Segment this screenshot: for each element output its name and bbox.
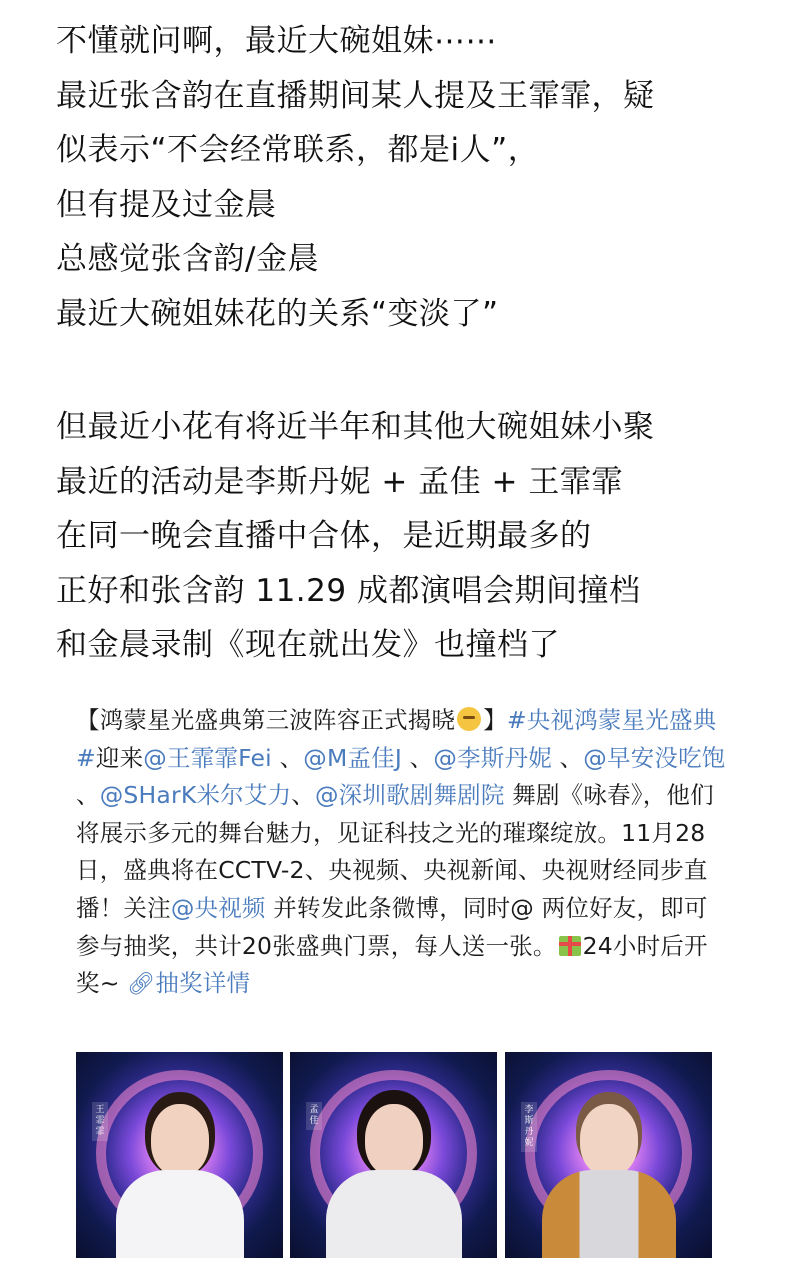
quote-text: 迎来 (95, 743, 144, 772)
separator: 、 (271, 743, 304, 772)
quote-text: 舞剧《咏春》，他们将展示多元的舞台魅力，见证科技之光的璀璨绽放。11月28日，盛典将在CCTV-2、央视频、央视新闻、央视财经同步直播！关注 (76, 781, 714, 922)
quote-headline: 【鸿蒙星光盛典第三波阵容正式揭晓 (76, 706, 456, 734)
post-line: 最近张含韵在直播期间某人提及王霏霏，疑 (56, 77, 655, 114)
post-line: 在同一晚会直播中合体，是近期最多的 (56, 518, 592, 554)
mention-link[interactable]: @央视频 (170, 893, 266, 922)
separator: 、 (291, 781, 315, 810)
post-line: 但最近小花有将近半年和其他大碗姐妹小聚 (56, 409, 655, 445)
hashtag-link[interactable]: #央视鸿蒙星光盛典# (76, 706, 717, 772)
person-torso (326, 1170, 462, 1258)
person-head (151, 1104, 209, 1176)
photo-name-label: 孟佳 (306, 1102, 322, 1130)
photo-name-label: 王霏霏 (92, 1102, 108, 1141)
mention-link[interactable]: @SHarK米尔艾力 (99, 781, 292, 810)
person-head (580, 1104, 638, 1176)
post-line: 和金晨录制《现在就出发》也撞档了 (56, 627, 560, 663)
quoted-weibo (76, 702, 728, 1004)
post-line: 似表示“不会经常联系，都是i人”， (56, 132, 540, 168)
gift-icon (559, 936, 581, 956)
photo-thumbnail[interactable] (505, 1052, 712, 1258)
photo-grid (76, 1052, 712, 1258)
post-line: 最近的活动是李斯丹妮 + 孟佳 + 王霏霏 (56, 463, 623, 500)
mention-link[interactable]: @M孟佳J (303, 743, 403, 772)
mention-link[interactable]: @李斯丹妮 (433, 743, 552, 772)
photo-name-label: 李斯丹妮 (521, 1102, 537, 1152)
photo-thumbnail[interactable] (76, 1052, 283, 1258)
photo-thumbnail[interactable] (290, 1052, 497, 1258)
separator: 、 (402, 743, 434, 772)
post-line: 总感觉张含韵/金晨 (56, 241, 319, 277)
post-line: 最近大碗姐妹花的关系“变淡了” (56, 295, 499, 332)
person-torso (542, 1170, 676, 1258)
quote-headline-end: 】 (483, 706, 507, 734)
quote-text: 24小时后开奖~ (76, 931, 708, 998)
sweat-emoji-icon (457, 707, 481, 731)
separator: 、 (76, 781, 100, 810)
separator: 、 (551, 743, 584, 772)
paragraph-gap (56, 341, 776, 400)
lottery-detail-link[interactable]: 抽奖详情 (155, 969, 251, 998)
post-text (56, 14, 776, 673)
mention-link[interactable]: @王霏霏Fei (143, 743, 272, 772)
link-icon: 🔗︎ (127, 972, 156, 998)
mention-link[interactable]: @深圳歌剧舞剧院 (314, 781, 505, 810)
post-line: 正好和张含韵 11.29 成都演唱会期间撞档 (56, 572, 641, 609)
quote-text: 并转发此条微博，同时@ 两位好友，即可参与抽奖，共计20张盛典门票，每人送一张。 (76, 893, 708, 960)
post-line: 不懂就问啊，最近大碗姐妹⋯⋯ (56, 23, 497, 59)
person-torso (116, 1170, 244, 1258)
mention-link[interactable]: @早安没吃饱 (583, 743, 726, 772)
person-head (365, 1104, 423, 1176)
post-line: 但有提及过金晨 (56, 186, 277, 223)
